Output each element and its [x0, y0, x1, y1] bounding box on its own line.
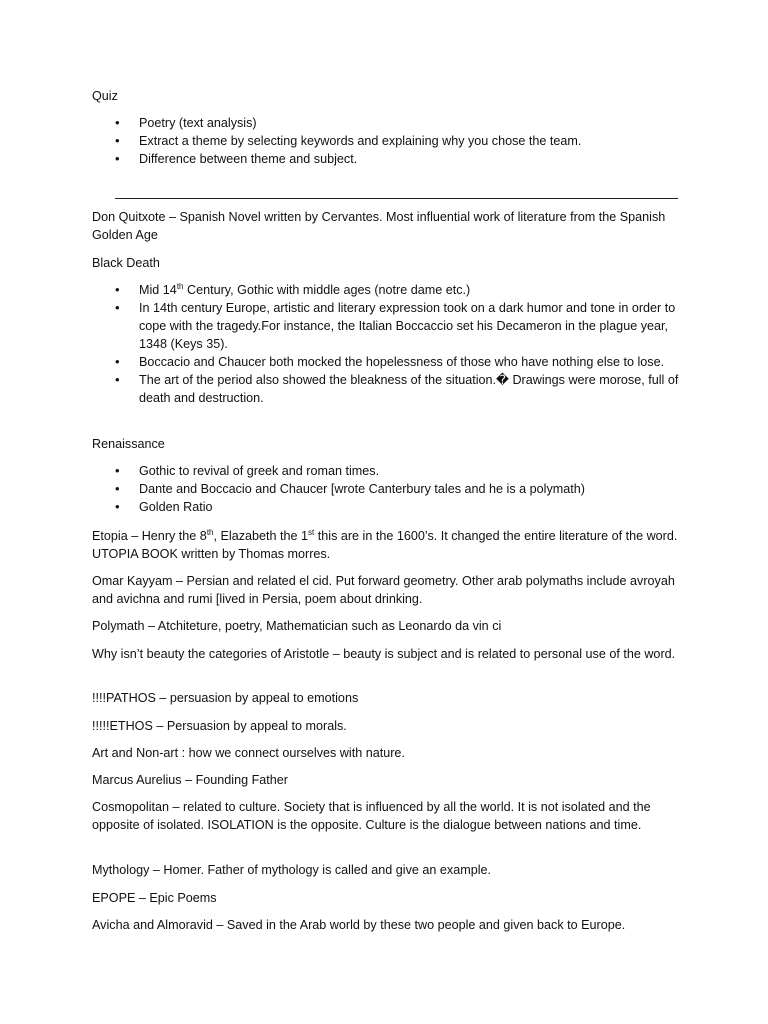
bullet-icon: •: [115, 282, 120, 297]
pathos-paragraph: !!!!PATHOS – persuasion by appeal to emotions: [92, 691, 359, 705]
quiz-list: [92, 114, 682, 168]
renaissance-list: [92, 462, 682, 516]
bullet-icon: •: [115, 115, 120, 130]
bullet-icon: •: [115, 481, 120, 496]
bullet-icon: •: [115, 499, 120, 514]
art-non-art-paragraph: Art and Non-art : how we connect ourselves with nature.: [92, 746, 405, 760]
bullet-icon: •: [115, 133, 120, 148]
bullet-icon: •: [115, 372, 120, 387]
list-item-text: Extract a theme by selecting keywords and explaining why you chose the team.: [139, 134, 582, 148]
bullet-icon: •: [115, 151, 120, 166]
bullet-icon: •: [115, 300, 120, 315]
omar-kayyam-paragraph: Omar Kayyam – Persian and related el cid. Put forward geometry. Other arab polymaths include avroyah and avichna and rumi [lived in Persia, poem about drinking.: [92, 574, 675, 606]
black-death-list: [92, 281, 682, 407]
epope-paragraph: EPOPE – Epic Poems: [92, 891, 217, 905]
mythology-paragraph: Mythology – Homer. Father of mythology is called and give an example.: [92, 863, 492, 877]
list-item: [92, 150, 682, 168]
cosmopolitan-paragraph: Cosmopolitan – related to culture. Society that is influenced by all the world. It is not isolated and the opposite of isolated. ISOLATION is the opposite. Culture is the dialogue between nations and time.: [92, 800, 651, 832]
polymath-paragraph: Polymath – Atchiteture, poetry, Mathematician such as Leonardo da vin ci: [92, 619, 502, 633]
list-item: [92, 132, 682, 150]
ethos-paragraph: !!!!!ETHOS – Persuasion by appeal to morals.: [92, 719, 347, 733]
etopia-paragraph: Etopia – Henry the 8th, Elazabeth the 1st this are in the 1600’s. It changed the entire literature of the word. UTOPIA BOOK written by Thomas morres.: [92, 528, 678, 561]
quiz-heading: Quiz: [92, 89, 118, 103]
list-item: [92, 371, 682, 407]
avicha-almoravid-paragraph: Avicha and Almoravid – Saved in the Arab world by these two people and given back to Europe.: [92, 918, 626, 932]
list-item: [92, 498, 682, 516]
list-item-text: Poetry (text analysis): [139, 116, 257, 130]
black-death-heading: Black Death: [92, 256, 160, 270]
list-item: [92, 480, 682, 498]
don-quixote-paragraph: Don Quitxote – Spanish Novel written by Cervantes. Most influential work of literature from the Spanish Golden Age: [92, 210, 666, 242]
list-item-text: In 14th century Europe, artistic and literary expression took on a dark humor and tone in order to cope with the tragedy.For instance, the Italian Boccaccio set his Decameron in the plague year, 1348 (Keys 35).: [139, 301, 676, 351]
list-item-text: Difference between theme and subject.: [139, 152, 358, 166]
marcus-aurelius-paragraph: Marcus Aurelius – Founding Father: [92, 773, 289, 787]
bullet-icon: •: [115, 354, 120, 369]
list-item-text: Boccacio and Chaucer both mocked the hopelessness of those who have nothing else to lose.: [139, 355, 665, 369]
list-item: [92, 299, 682, 353]
list-item-text: The art of the period also showed the bleakness of the situation.� Drawings were morose, full of death and destruction.: [139, 373, 679, 405]
list-item: [92, 353, 682, 371]
horizontal-divider: [115, 198, 678, 199]
list-item: [92, 114, 682, 132]
renaissance-heading: Renaissance: [92, 437, 165, 451]
list-item-text: Mid 14th Century, Gothic with middle ages (notre dame etc.): [139, 282, 471, 297]
list-item: [92, 462, 682, 480]
list-item-text: Gothic to revival of greek and roman times.: [139, 464, 380, 478]
list-item-text: Dante and Boccacio and Chaucer [wrote Canterbury tales and he is a polymath): [139, 482, 585, 496]
aristotle-beauty-paragraph: Why isn’t beauty the categories of Aristotle – beauty is subject and is related to personal use of the word.: [92, 647, 676, 661]
bullet-icon: •: [115, 463, 120, 478]
list-item: [92, 281, 682, 299]
list-item-text: Golden Ratio: [139, 500, 213, 514]
